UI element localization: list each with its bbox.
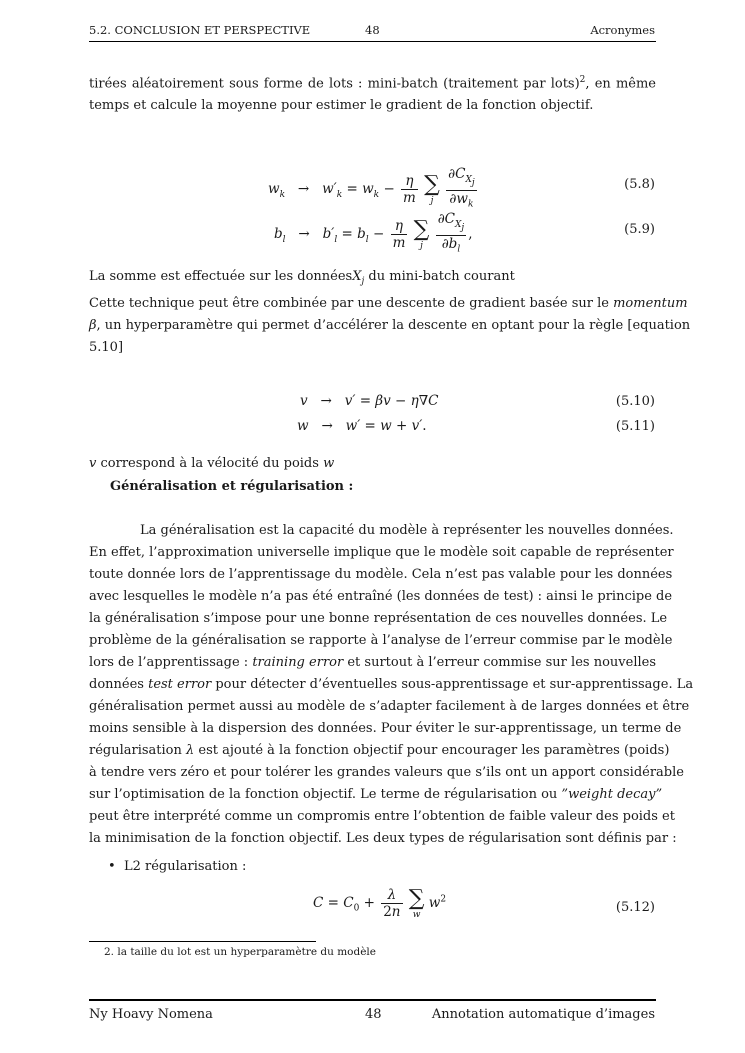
- footer-rule: [89, 999, 656, 1001]
- generalisation-paragraph: La généralisation est la capacité du modèle à représenter les nouvelles données. En effet, l’approximation universelle implique que le modèle soit capable de représenter toute donnée lors de l’apprentissage du modèle. Cela n’est pas valable pour les données avec lesquelles le modèle n’a pas été entraîné (les données de test) : ainsi le principe de la généralisation s’impose pour une bonne représentation de ces nouvelles données. Le problème de la généralisation se rapporte à l’analyse de l’erreur commise par le modèle lors de l’apprentissage : training error et surtout à l’erreur commise sur les nouvelles données test error pour détecter d’éventuelles sous-apprentissage et sur-apprentissage. La généralisation permet aussi au modèle de s’adapter facilement à de larges données et être moins sensible à la dispersion des données. Pour éviter le sur-apprentissage, un terme de régularisation λ est ajouté à la fonction objectif pour encourager les paramètres (poids) à tendre vers zéro et pour tolérer les grandes valeurs que s’ils ont un apport considérable sur l’optimisation de la fonction objectif. Le terme de régularisation ou ”weight decay” peut être interprété comme un compromis entre l’obtention de faible valeur des poids et la minimisation de la fonction objectif. Les deux types de régularisation sont définis par :: [89, 523, 694, 846]
- intro-paragraph: tirées aléatoirement sous forme de lots : mini-batch (traitement par lots)$^2$, en même temps et calcule la moyenne pour estimer le gradient de la fonction objectif.: [89, 75, 656, 114]
- running-header-section: 5.2. CONCLUSION ET PERSPECTIVE: [89, 23, 311, 37]
- velocity-sentence: v correspond à la vélocité du poids w: [89, 456, 335, 471]
- equation-number-5-9: (5.9): [624, 222, 655, 237]
- running-header-chapter: Acronymes: [590, 23, 655, 37]
- footnote-marker: 2: [579, 75, 586, 85]
- equation-number-5-11: (5.11): [615, 419, 655, 434]
- equation-number-5-12: (5.12): [615, 900, 655, 915]
- footer-page-number: 48: [365, 1007, 382, 1022]
- momentum-paragraph: La somme est effectuée sur les donnéesX$_j$ du mini-batch courant Cette technique peut être combinée par une descente de gradient basée sur le momentum β, un hyperparamètre qui permet d’accélérer la descente en optant pour la règle [equation 5.10]: [89, 269, 691, 355]
- bullet-l2-regularisation: • L2 régularisation :: [108, 859, 247, 874]
- equation-5-11: w → w′ = w + v′.: [297, 418, 427, 434]
- footnote-rule: [89, 941, 316, 942]
- footer-title: Annotation automatique d’images: [431, 1007, 655, 1022]
- equation-5-12: $C = C_0$ + $\frac{\lambda}{2n}$ ∑ w $w^2$: [313, 885, 447, 920]
- running-header-page: 48: [365, 23, 380, 37]
- equation-5-9: $b_l \to b'_l = b_l$ − $\frac{\eta}{m}$ ∑ j $\frac{\partial C_{X_j}}{\partial b_l}$ ,: [274, 211, 473, 256]
- footnote: 2. la taille du lot est un hyperparamètre du modèle: [104, 946, 376, 958]
- equation-number-5-10: (5.10): [615, 394, 655, 409]
- equation-5-10: v → v′ = βv − η∇C: [300, 393, 439, 409]
- equation-5-8: $w_k \to w'_k = w_k$ − $\frac{\eta}{m}$ ∑ j $\frac{\partial C_{X_j}}{\partial w_k}$: [268, 166, 475, 211]
- footer-author: Ny Hoavy Nomena: [89, 1007, 213, 1022]
- section-heading-generalisation: Généralisation et régularisation :: [110, 479, 354, 494]
- equation-number-5-8: (5.8): [624, 177, 655, 192]
- bullet-icon: •: [108, 859, 116, 874]
- header-rule: [89, 41, 656, 42]
